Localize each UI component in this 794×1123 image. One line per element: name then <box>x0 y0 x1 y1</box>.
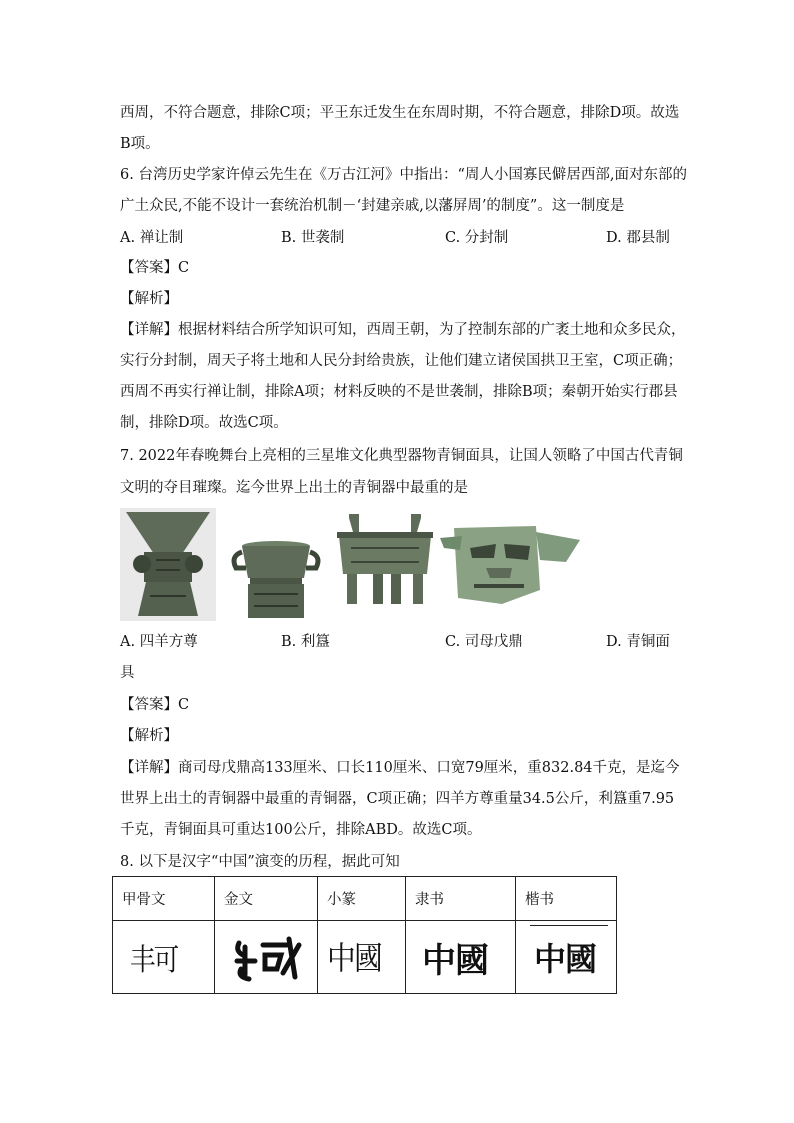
question-stem: 7. 2022年春晚舞台上亮相的三星堆文化典型器物青铜面具，让国人领略了中国古代青铜 <box>120 448 683 464</box>
question-stem: 6. 台湾历史学家许倬云先生在《万古江河》中指出：“周人小国寡民僻居西部,面对东部的 <box>120 167 687 183</box>
regular-glyph-cell <box>516 921 617 994</box>
oracle-bone-glyph: 丰可 <box>130 943 178 978</box>
zun-image <box>120 508 216 621</box>
detail-line: 【详解】根据材料结合所学知识可知，西周王朝，为了控制东部的广袤土地和众多民众， <box>120 322 686 338</box>
clerical-glyph-cell <box>406 921 516 994</box>
detail-line: 实行分封制，周天子将土地和人民分封给贵族，让他们建立诸侯国拱卫王室，C项正确； <box>120 353 683 369</box>
analysis-label: 【解析】 <box>120 728 178 744</box>
detail-line: 制，排除D项。故选C项。 <box>120 415 288 431</box>
small-seal-glyph: 中國 <box>327 939 382 977</box>
li-gui-image <box>230 538 322 620</box>
text-line: B项。 <box>120 136 160 152</box>
small-seal-glyph-cell <box>318 921 406 994</box>
option-d: D. 青铜面 <box>606 634 670 650</box>
bronze-inscription-glyph <box>215 921 315 989</box>
clerical-glyph: 中國 <box>422 941 488 981</box>
header-oracle-bone: 甲骨文 <box>122 892 166 908</box>
question-stem: 8. 以下是汉字“中国”演变的历程，据此可知 <box>120 854 400 870</box>
table-header-cell <box>516 877 617 921</box>
header-bronze-inscription: 金文 <box>224 892 253 908</box>
script-evolution-table <box>112 876 617 994</box>
detail-line: 世界上出土的青铜器中最重的青铜器，C项正确；四羊方尊重量34.5公斤，利簋重7.95 <box>120 791 675 807</box>
oracle-bone-glyph-cell <box>113 921 215 994</box>
option-a: A. 禅让制 <box>120 230 184 246</box>
table-glyph-row <box>113 921 617 994</box>
table-header-cell <box>318 877 406 921</box>
simuwu-ding-image <box>333 514 437 606</box>
table-header-cell <box>406 877 516 921</box>
detail-line: 西周不再实行禅让制，排除A项；材料反映的不是世袭制，排除B项；秦朝开始实行郡县 <box>120 384 678 400</box>
option-a: A. 四羊方尊 <box>120 634 198 650</box>
table-header-cell <box>215 877 318 921</box>
header-clerical: 隶书 <box>415 892 444 908</box>
detail-line: 千克，青铜面具可重达100公斤，排除ABD。故选C项。 <box>120 822 482 838</box>
bronze-glyph-cell <box>215 921 318 994</box>
regular-glyph: 中國 <box>534 940 597 978</box>
option-d-continued: 具 <box>120 665 135 681</box>
option-b: B. 利簋 <box>281 634 330 650</box>
option-b: B. 世袭制 <box>281 230 345 246</box>
analysis-label: 【解析】 <box>120 291 178 307</box>
header-small-seal: 小篆 <box>327 892 356 908</box>
answer-label: 【答案】C <box>120 697 190 713</box>
table-header-row <box>113 877 617 921</box>
question-stem: 广土众民,不能不设计一套统治机制－‘封建亲戚,以藩屏周’的制度”。这一制度是 <box>120 198 625 214</box>
question-stem: 文明的夺目璀璨。迄今世界上出土的青铜器中最重的是 <box>120 480 468 496</box>
table-header-cell <box>113 877 215 921</box>
text-line: 西周，不符合题意，排除C项；平王东迁发生在东周时期，不符合题意，排除D项。故选 <box>120 105 680 121</box>
option-c: C. 分封制 <box>445 230 509 246</box>
header-regular: 楷书 <box>525 892 554 908</box>
answer-label: 【答案】C <box>120 260 190 276</box>
option-d: D. 郡县制 <box>606 230 670 246</box>
detail-line: 【详解】商司母戊鼎高133厘米、口长110厘米、口宽79厘米，重832.84千克，是迄今 <box>120 760 680 776</box>
option-c: C. 司母戊鼎 <box>445 634 523 650</box>
bronze-mask-image <box>440 518 582 606</box>
